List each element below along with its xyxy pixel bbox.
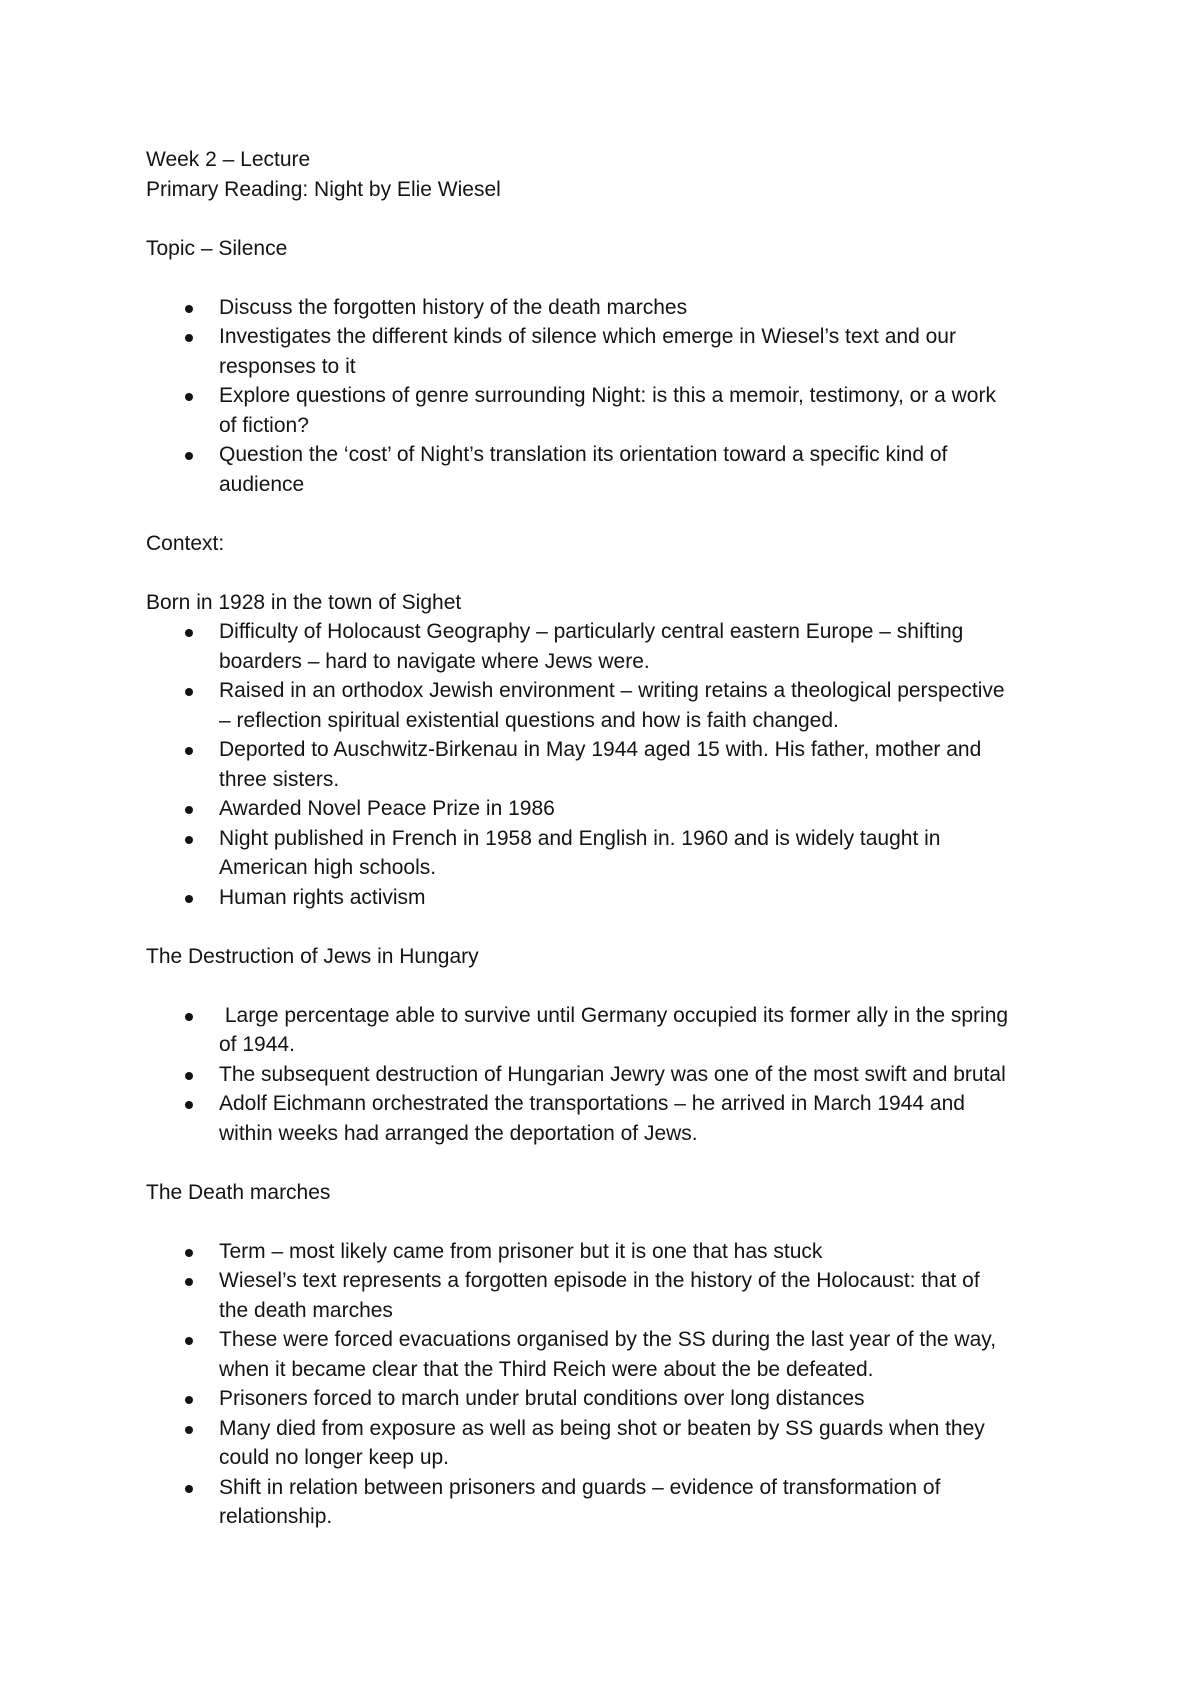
list-item: Adolf Eichmann orchestrated the transportations – he arrived in March 1944 and — [146, 1089, 1076, 1119]
spacer — [146, 912, 1076, 942]
list-item: These were forced evacuations organised by the SS during the last year of the way, — [146, 1325, 1076, 1355]
spacer — [146, 499, 1076, 529]
bullet-icon — [185, 334, 193, 342]
hungary-heading: The Destruction of Jews in Hungary — [146, 944, 479, 968]
bullet-icon — [185, 688, 193, 696]
born-line: Born in 1928 in the town of Sighet — [146, 590, 462, 614]
bullet-icon — [185, 629, 193, 637]
list-item: Awarded Novel Peace Prize in 1986 — [146, 794, 1076, 824]
marches-bullet-list — [146, 1237, 1076, 1532]
list-item-continuation: audience — [219, 472, 305, 496]
spacer — [146, 263, 1076, 293]
primary-reading: Primary Reading: Night by Elie Wiesel — [146, 177, 501, 201]
list-item-continuation: the death marches — [219, 1298, 393, 1322]
list-item: Many died from exposure as well as being shot or beaten by SS guards when they — [146, 1414, 1076, 1444]
list-item: The subsequent destruction of Hungarian Jewry was one of the most swift and brutal — [146, 1060, 1076, 1090]
topic-bullet-list — [146, 293, 1076, 500]
list-item: Large percentage able to survive until Germany occupied its former ally in the spring — [146, 1001, 1076, 1031]
bullet-icon — [185, 895, 193, 903]
list-item: Question the ‘cost’ of Night’s translation its orientation toward a specific kind of — [146, 440, 1076, 470]
list-item: Wiesel’s text represents a forgotten episode in the history of the Holocaust: that of — [146, 1266, 1076, 1296]
topic-heading: Topic – Silence — [146, 236, 288, 260]
list-item: Raised in an orthodox Jewish environment – writing retains a theological perspective — [146, 676, 1076, 706]
bullet-icon — [185, 1013, 193, 1021]
bullet-icon — [185, 1426, 193, 1434]
bullet-icon — [185, 1072, 193, 1080]
spacer — [146, 971, 1076, 1001]
spacer — [146, 1148, 1076, 1178]
list-item: Human rights activism — [146, 883, 1076, 913]
list-item-continuation: relationship. — [219, 1505, 333, 1528]
document-page — [146, 145, 1076, 1532]
bullet-icon — [185, 393, 193, 401]
bullet-icon — [185, 1249, 193, 1257]
list-item: Explore questions of genre surrounding Night: is this a memoir, testimony, or a work — [146, 381, 1076, 411]
lecture-title: Week 2 – Lecture — [146, 148, 311, 171]
hungary-bullet-list — [146, 1001, 1076, 1149]
bullet-icon — [185, 806, 193, 814]
bullet-icon — [185, 836, 193, 844]
list-item: Shift in relation between prisoners and guards – evidence of transformation of — [146, 1473, 1076, 1503]
bullet-icon — [185, 1337, 193, 1345]
bullet-icon — [185, 452, 193, 460]
list-item: Night published in French in 1958 and English in. 1960 and is widely taught in — [146, 824, 1076, 854]
bullet-icon — [185, 747, 193, 755]
bullet-icon — [185, 305, 193, 313]
list-item-continuation: responses to it — [219, 354, 356, 378]
spacer — [146, 1207, 1076, 1237]
list-item: Discuss the forgotten history of the death marches — [146, 293, 1076, 323]
bullet-icon — [185, 1101, 193, 1109]
list-item-continuation: boarders – hard to navigate where Jews were. — [219, 649, 650, 673]
list-item-continuation: American high schools. — [219, 856, 437, 879]
list-item: Difficulty of Holocaust Geography – particularly central eastern Europe – shifting — [146, 617, 1076, 647]
bullet-icon — [185, 1485, 193, 1493]
list-item: Investigates the different kinds of silence which emerge in Wiesel’s text and our — [146, 322, 1076, 352]
context-bullet-list — [146, 617, 1076, 912]
list-item-continuation: of fiction? — [219, 413, 309, 437]
list-item: Term – most likely came from prisoner but it is one that has stuck — [146, 1237, 1076, 1267]
list-item-continuation: when it became clear that the Third Reich were about the be defeated. — [219, 1357, 874, 1381]
list-item: Prisoners forced to march under brutal conditions over long distances — [146, 1384, 1076, 1414]
list-item-continuation: within weeks had arranged the deportation of Jews. — [219, 1121, 698, 1145]
list-item: Deported to Auschwitz-Birkenau in May 1944 aged 15 with. His father, mother and — [146, 735, 1076, 765]
list-item-continuation: three sisters. — [219, 767, 340, 791]
bullet-icon — [185, 1396, 193, 1404]
death-marches-heading: The Death marches — [146, 1180, 331, 1204]
spacer — [146, 204, 1076, 234]
list-item-continuation: of 1944. — [219, 1033, 295, 1056]
spacer — [146, 558, 1076, 588]
bullet-icon — [185, 1278, 193, 1286]
context-heading: Context: — [146, 531, 225, 555]
list-item-continuation: could no longer keep up. — [219, 1446, 450, 1469]
list-item-continuation: – reflection spiritual existential questions and how is faith changed. — [219, 708, 839, 732]
